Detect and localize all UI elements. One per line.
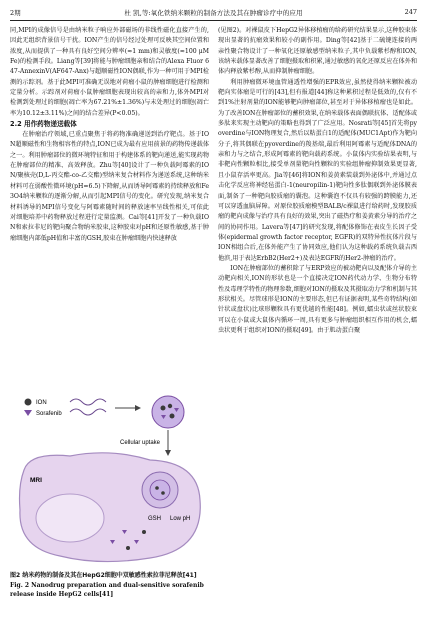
- low-ph-label: Low pH: [170, 516, 191, 522]
- paragraph: 利用肿瘤微环境血管通透性增强的EPR效应,虽然使得纳米颗粒被动靶向实体瘤是可行的[43],但有报道[44]称这种累积过程是低效的,仅有不到1%注射剂量的ION能够靶向肿瘤部位,甚至对于异体移植瘤也是如此。为了改善ION在肿瘤部位的蓄积效果,在纳米载体表面偶联抗体、适配体或多肽来实现主动靶向的策略也得到了广泛应用。Nosrati等[45]首先将pyoverdine与ION物理复合,然后以粘蛋白1的适配体(MUC1Apt)作为靶向分子,将其偶联在pyoverdine的羧基端,最后利用阿霉素与适配体DNA的亲和力与之结合,形成阿霉素的靶向载药系统。小鼠体内实验结果表明,与非靶向性颗粒相比,接受单剂量靶向性颗粒的实验组肿瘤抑制效果更显著,且小鼠存活率更高。Jia等[46]将ION和姜黄素装载到外泌体中,并通过点击化学反应将神经毡蛋白-1(neuropilin-1)靶向性多肽偶联到外泌体膜表面,制备了一种靶向胶质瘤的囊泡。这种囊泡不仅具有较强的跨膜能力,还可以穿透血脑屏障。对原位胶质瘤模型BALB/c裸鼠进行给药时,发现胶质瘤的靶向成像与治疗具有良好的效果,突出了磁热疗和姜黄素分导的治疗之间的协同作用。Lavera等[47]的研究发现,将配体修饰在表皮生长因子受体(epidermal growth factor receptor, EGFR)的双特异性抗体片段与ION相组合后,在体外能产生了协同效应,他们认为这种载药系统负载吉西他滨,用于表达ErbB2(Her2+)及表达EGFR的Her2-肿瘤的治疗。: [218, 78, 418, 262]
- caption-chinese: 图2 纳米药物的制备及其在HepG2细胞中双敏感性索拉菲尼释放[41]: [10, 572, 197, 579]
- caption-english: Fig. 2 Nanodrug preparation and dual-sensitive sorafenib release inside HepG2 cells[41]: [10, 581, 204, 598]
- sorafenib-legend-label: Sorafenib: [36, 411, 62, 417]
- paragraph: 同,MPI的成像信号是由纳米粒子响应外部磁场的非线性磁化直接产生的,因此无组织背景信号干扰。ION产生的信号经过处理可反映其空间位置和浓度,从而提供了一种具有良好空间分辨率(≈1 mm)和灵敏度(≈100 μM Fe)的检测手段。Liang等[39]将能与肿瘤细胞亲和结合的Alexa Fluor 647-AnnexinV(AF647-Anx)与超顺磁性ION偶联,作为一种可用于MPI检测的示踪剂。基于此MPI可准确无误地对荷瘤小鼠的肿瘤细胞进行检测和定量分析。示踪剂对荷瘤小鼠肿瘤细胞表现出较高的亲和力,体外MPI对检测到处理过的细胞(凋亡率为67.21%±1.36%)与未处理过的细胞(凋亡率为10.12±3.11%)之间的结合差异(P<0.05)。: [10, 27, 209, 117]
- cellular-uptake-label: Cellular uptake: [120, 440, 161, 446]
- mri-label: MRI: [30, 477, 42, 484]
- ion-legend-label: ION: [36, 400, 47, 406]
- section-heading: 2.2 用作药物递送载体: [10, 120, 77, 129]
- nanodrug-schematic: [10, 390, 209, 568]
- micelle: [152, 396, 184, 428]
- polymer-chains: [70, 399, 106, 415]
- page-number: 247: [404, 8, 417, 16]
- internalized-micelle: [150, 480, 170, 500]
- paragraph: (见图2)。对裸鼠皮下HepG2异体移植瘤的给药研究结果显示,这种胶束体现出显著的抗瘤效果和较小的副作用。Ding等[42]基于二硫键连接的两亲性聚合物设计了一种氧化还原敏感型纳米粒子,其中负载紫杉醇和ION,该纳米载体显著改善了细胞摄取和积累,通过敏感的氧化还原反应在体外和体内释放紫杉醇,从而抑制肿瘤细胞。: [218, 27, 417, 76]
- arrow-head-icon: [135, 405, 141, 411]
- running-title: 杜 凯,等:氧化铁纳米颗粒的制备方法及其在肿瘤诊疗中的应用: [124, 8, 303, 17]
- issue-number: 2期: [10, 8, 21, 17]
- cell-nucleus: [36, 494, 104, 542]
- ion-legend-dot: [25, 399, 32, 406]
- paragraph: 在肿瘤治疗领域,已重点聚焦于将药物准确递送到治疗靶点。基于ION超顺磁性和生物相容性的特点,ION已成为最有应用前景的药物传递载体之一。利用肿瘤部位的微环境特征和用于构建体系的靶向递送,能实现药物在肿瘤部位的精准、高效释放。Zhu等[40]设计了一种负载阿霉素的ION/聚核壳(D,L-丙交酯-co-乙交酯)型纳米复合材料作为递送系统,这种纳米材料可在弱酸性微环境(pH=6.5)下降解,从而诱导阿霉素的持续释放和Fe3O4纳米颗粒的逐渐分解,从而引起MPI信号的变化。研究发现,纳米复合材料诱导的MPI信号变化与阿霉素随时间的释放速率呈线性相关,可依此对细胞培养中药物释放过程进行定量监测。Cai等[41]开发了一种负载ION和索拉非尼的靶向聚合物纳米胶束,这种胶束对pH和还原性敏感,基于肿瘤细胞内部低pH值和丰富的GSH,胶束在肿瘤细胞内快速释放: [10, 131, 209, 242]
- figure-caption: [10, 571, 209, 600]
- figure-2: [10, 390, 209, 568]
- gsh-label: GSH: [148, 516, 162, 522]
- right-column: [218, 26, 417, 336]
- arrow-head-icon: [165, 450, 171, 456]
- running-header: [10, 5, 417, 19]
- paragraph: ION在肿瘤部位的蓄积除了与ERP效应的被动靶向以及配体介导的主动靶向相关,ION的形状也是一个直接决定ION药代动力学、生物分布特性及毒理学特性的物理参数,细胞对ION的摄取及其摄取动力学和机制与其形状相关。尽管球形是ION的主要形态,但已有证据表明,某些奇特结构(如针状或盘状)比球形颗粒具有更优越的性能[48]。例如,蠕虫状或丝状胶束可以在小鼠或大鼠体内循环一周,具有更多与肿瘤组织相互作用的机会,蠕虫状更利于组织对ION的摄取[49]。由于肌动蛋白聚: [218, 264, 418, 334]
- header-rule: [10, 20, 417, 21]
- sorafenib-legend-icon: [24, 410, 32, 416]
- left-column: [10, 26, 209, 244]
